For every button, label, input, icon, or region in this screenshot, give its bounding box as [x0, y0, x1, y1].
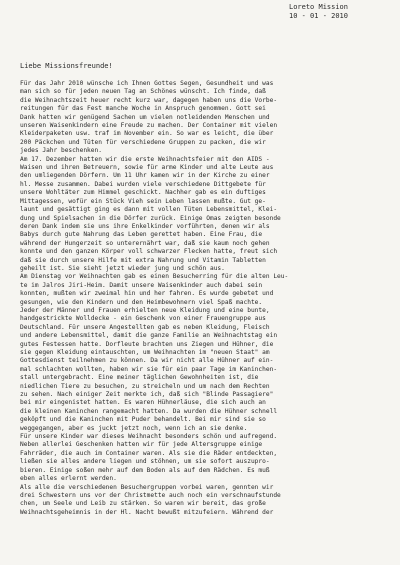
body-line: die kleinen Kaninchen rangemacht hatten. Da wurden die Hühner schnell — [20, 407, 278, 415]
body-line: bei mir eingenistet hatten. Es waren Hühnerläuse, die sich auch an — [20, 399, 266, 407]
body-line: Jeder der Männer und Frauen erhielten neue Kleidung und eine bunte, — [20, 306, 270, 314]
body-line: Gottesdienst teilnehmen zu können. Da wir nicht alle Hühner auf ein- — [20, 357, 274, 365]
body-line: launt und gesättigt ging es dann mit vollen Tüten Lebensmittel, Klei- — [20, 206, 278, 214]
body-line: Für unsere Kinder war dieses Weihnacht besonders schön und aufregend. — [20, 433, 278, 441]
body-line: Neben allerlei Geschenken hatten wir für jede Altersgruppe einige — [20, 441, 263, 449]
body-line: die Weihnachtszeit heuer recht kurz war, dagegen haben uns die Vorbe- — [20, 96, 278, 104]
body-line: Babys durch gute Nahrung das Leben gerettet haben. Eine Frau, die — [20, 231, 263, 239]
body-line: geköpft und die Kaninchen mit Puder behandelt. Bei mir sind sie so — [20, 416, 266, 424]
body-line: gesungen, wie den Kindern und den Heimbewohnern viel Spaß machte. — [20, 298, 263, 306]
body-line: Mittagessen, wofür ein Stück Vieh sein Leben lassen mußte. Gut ge- — [20, 197, 266, 205]
body-line: bieren. Einige soßen mehr auf dem Boden als auf dem Rädchen. Es muß — [20, 466, 270, 474]
sender-name: Loreto Mission — [288, 3, 348, 11]
letter-body — [20, 80, 384, 517]
body-line: dung und Spielsachen in die Dörfer zurück. Einige Omas zeigten besonde — [20, 214, 281, 222]
body-line: geheilt ist. Sie sieht jetzt wieder jung und schön aus. — [20, 264, 225, 272]
body-line: 200 Päckchen und Tüten für verschiedene Gruppen zu packen, die wir — [20, 138, 266, 146]
body-line: konnten, mußten wir zweimal hin und her fahren. Es wurde gebetet und — [20, 290, 274, 298]
body-line: handgestrickte Wolldecke - ein Geschenk von einer Frauengruppe aus — [20, 315, 266, 323]
body-line: Weihnachtsgeheimnis in der Hl. Nacht bewußt mitzufeiern. Während der — [20, 508, 274, 516]
body-line: während der Hungerzeit so unterernährt war, daß sie kaum noch gehen — [20, 239, 270, 247]
letter-header — [289, 3, 348, 21]
body-line: und andere Lebensmittel, damit die ganze Familie an Weihnachtstag ein — [20, 332, 278, 340]
body-line: Waisen und ihren Betreuern, sowie für arme Kinder und alte Leute aus — [20, 164, 274, 172]
body-line: eben alles erlernt werden. — [20, 475, 117, 483]
body-line: Am 17. Dezember hatten wir die erste Weihnachtsfeier mit den AIDS - — [20, 155, 270, 163]
body-line: gutes Festessen hatte. Dorfleute brachten uns Ziegen und Hühner, die — [20, 340, 274, 348]
body-line: zu sehen. Nach einiger Zeit merkte ich, daß sich "Blinde Passagiere" — [20, 391, 274, 399]
body-line: deren Dank indem sie uns ihre Enkelkinder vorführten, denen wir als — [20, 222, 270, 230]
body-line: te im Jalros Jiri-Heim. Damit unsere Waisenkinder auch dabei sein — [20, 281, 263, 289]
body-line: daß sie durch unsere Hilfe mit extra Nahrung und Vitamin Tabletten — [20, 256, 266, 264]
body-line: reitungen für das Fest manche Woche in Anspruch genommen. Gott sei — [20, 105, 266, 113]
body-line: Dank hatten wir genügend Sachen um vielen notleidenden Menschen und — [20, 113, 270, 121]
body-line: weggegangen, aber es juckt jetzt noch, wenn ich an sie denke. — [20, 424, 248, 432]
body-line: Deutschland. Für unsere Angestellten gab es neben Kleidung, Fleisch — [20, 323, 270, 331]
body-line: sie gegen Kleidung eintauschten, um Weihnachten im "neuen Staat" am — [20, 349, 270, 356]
body-line: man sich so für jeden neuen Tag an Schönes wünscht. Ich finde, daß — [20, 88, 266, 96]
body-line: den umliegenden Dörfern. Um 11 Uhr kamen wir in der Kirche zu einer — [20, 172, 270, 180]
body-line: chen, um Seele und Leib zu stärken. So waren wir bereit, das große — [20, 500, 266, 508]
body-line: Als alle die verschiedenen Besuchergruppen vorbei waren, gennten wir — [20, 483, 274, 491]
body-line: unseren Waisenkindern eine Freude zu machen. Der Container mit vielen — [20, 122, 278, 130]
body-line: Am Dienstag vor Weihnachten gab es einen Besucherring für die alten Leu- — [20, 273, 289, 281]
body-line: drei Schwestern uns vor der Christmette auch noch ein verschnaufstunde — [20, 491, 281, 499]
body-line: hl. Messe zusammen. Dabei wurden viele verschiedene Dittgebete für — [20, 180, 266, 188]
body-line: Fahrräder, die auch im Container waren. Als sie die Räder entdeckten, — [20, 449, 278, 457]
body-line: Kleiderpaketen usw. traf im November ein. So war es leicht, die über — [20, 130, 274, 138]
body-line: jedes Jahr beschenken. — [20, 147, 102, 155]
greeting: Liebe Missionsfreunde! — [20, 62, 113, 70]
letter-date: 10 - 01 - 2010 — [288, 12, 348, 20]
body-line: niedlichen Tiere zu besuchen, zu streicheln und um nach dem Rechten — [20, 382, 270, 390]
body-line: konnte und den ganzen Körper voll schwarzer Flecken hatte, freut sich — [20, 248, 278, 256]
body-line: unsere Wohltäter zum Himmel geschickt. Nachher gab es ein duftiges — [20, 189, 266, 197]
body-line: Für das Jahr 2010 wünsche ich Ihnen Gottes Segen, Gesundheit und was — [20, 80, 274, 87]
body-line: stall untergebracht. Eine meiner täglichen Gewohnheiten ist, die — [20, 374, 259, 382]
body-line: mal schlachten wollten, haben wir sie für ein paar Tage im Kaninchen- — [20, 365, 278, 373]
body-line: ließen sie alles andere liegen und stöhnen, um sie sofort auszupro- — [20, 458, 270, 466]
